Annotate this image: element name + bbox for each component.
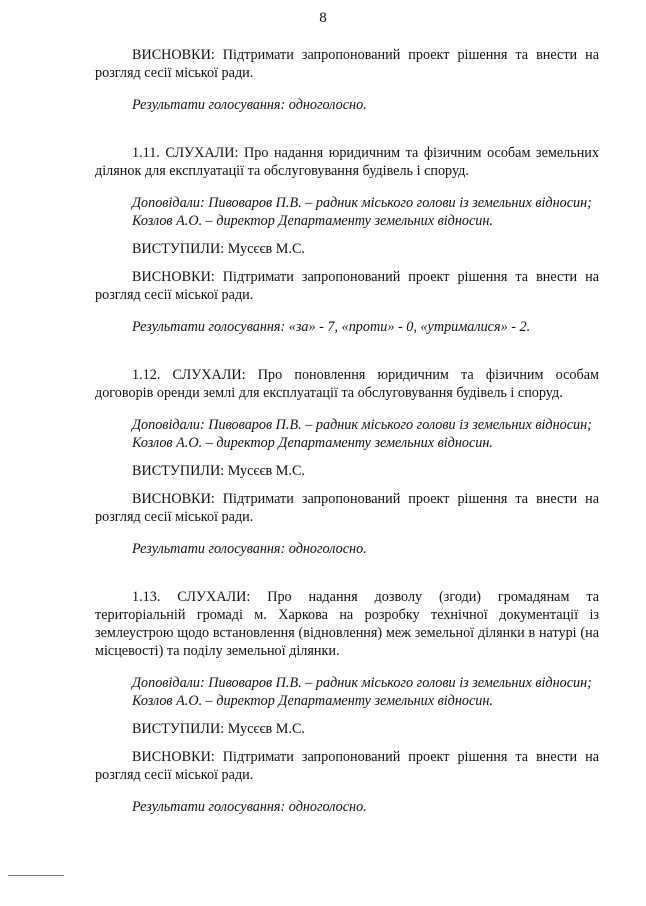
section-1-11-heard: 1.11. СЛУХАЛИ: Про надання юридичним та фізичним особам земельних ділянок для експлуатації та обслуговування будівель і споруд. [95, 145, 599, 179]
conclusion-text: ВИСНОВКИ: Підтримати запропонований проект рішення та внести на розгляд сесії міської ради. [95, 749, 599, 783]
conclusion-text: ВИСНОВКИ: Підтримати запропонований проект рішення та внести на розгляд сесії міської ради. [95, 269, 599, 303]
reporter-2: Козлов А.О. – директор Департаменту земельних відносин. [132, 435, 493, 451]
conclusion-text: ВИСНОВКИ: Підтримати запропонований проект рішення та внести на розгляд сесії міської ради. [95, 491, 599, 525]
conclusion-text: ВИСНОВКИ: Підтримати запропонований проект рішення та внести на розгляд сесії міської ради. [95, 47, 599, 81]
section-1-13-heard: 1.13. СЛУХАЛИ: Про надання дозволу (згоди) громадянам та територіальній громаді м. Харкова на розробку технічної документації із землеустрою щодо встановлення (відновлення) меж земельної ділянки в натурі (на місцевості) та поділу земельної ділянки. [95, 589, 599, 659]
section-1-12-heard: 1.12. СЛУХАЛИ: Про поновлення юридичним та фізичним особам договорів оренди землі для експлуатації та обслуговування будівель і споруд. [95, 367, 599, 401]
reporter-2: Козлов А.О. – директор Департаменту земельних відносин. [132, 693, 493, 709]
page-content [95, 46, 599, 816]
reporter-1: Доповідали: Пивоваров П.В. – радник міського голови із земельних відносин; [132, 417, 592, 433]
vote-result: Результати голосування: одноголосно. [132, 97, 367, 113]
vote-result: Результати голосування: одноголосно. [132, 541, 367, 557]
spoke-text: ВИСТУПИЛИ: Мусєєв М.С. [132, 241, 305, 257]
spoke-text: ВИСТУПИЛИ: Мусєєв М.С. [132, 463, 305, 479]
reporter-1: Доповідали: Пивоваров П.В. – радник міського голови із земельних відносин; [132, 195, 592, 211]
reporter-1: Доповідали: Пивоваров П.В. – радник міського голови із земельних відносин; [132, 675, 592, 691]
vote-result: Результати голосування: «за» - 7, «проти» - 0, «утрималися» - 2. [132, 319, 531, 335]
page-number: 8 [319, 10, 327, 26]
vote-result: Результати голосування: одноголосно. [132, 799, 367, 815]
reporter-2: Козлов А.О. – директор Департаменту земельних відносин. [132, 213, 493, 229]
spoke-text: ВИСТУПИЛИ: Мусєєв М.С. [132, 721, 305, 737]
scan-edge-line [8, 875, 64, 876]
